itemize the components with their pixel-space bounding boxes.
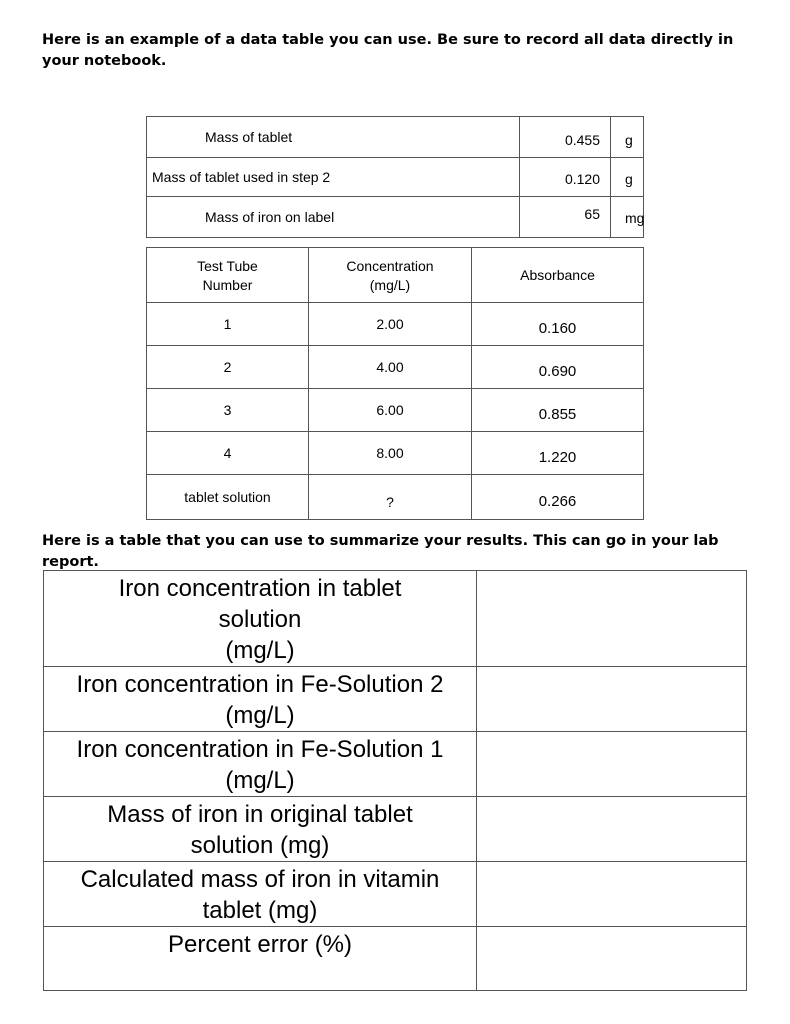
table-row: [44, 732, 747, 797]
mass-unit: mg: [611, 197, 644, 238]
table-row: [44, 571, 747, 667]
question-line: (mg/L): [225, 637, 295, 664]
intro-text: Here is an example of a data table you can use. Be sure to record all data directly in your notebook.: [42, 32, 734, 69]
answer-cell[interactable]: [477, 862, 747, 927]
summary-table: [43, 570, 747, 991]
mass-value: 0.120: [520, 158, 611, 197]
question-line: Iron concentration in Fe-Solution 1: [76, 736, 444, 763]
header-line: Test Tube: [197, 257, 258, 274]
tube-number: tablet solution: [147, 475, 309, 520]
question-line: solution: [218, 606, 302, 633]
answer-cell[interactable]: [477, 732, 747, 797]
table-row: [44, 927, 747, 991]
mass-value: 65: [520, 197, 611, 238]
table-row: [147, 475, 644, 520]
header-line: Number: [202, 276, 253, 293]
concentration-value: 8.00: [309, 432, 472, 475]
absorbance-value: 0.160: [472, 303, 644, 346]
mass-label: Mass of tablet used in step 2: [147, 158, 520, 197]
question-line: Mass of iron in original tablet: [107, 801, 413, 828]
mass-label: Mass of iron on label: [147, 197, 520, 238]
mass-value: 0.455: [520, 117, 611, 158]
summary-question: [44, 862, 477, 927]
table-row: [147, 117, 644, 158]
absorbance-value: 0.855: [472, 389, 644, 432]
table-header-row: [147, 248, 644, 303]
tube-number: 1: [147, 303, 309, 346]
summary-question: [44, 927, 477, 991]
table-row: [44, 667, 747, 732]
question-line: (mg/L): [225, 767, 295, 794]
summary-question: [44, 571, 477, 667]
answer-cell[interactable]: [477, 797, 747, 862]
tube-number: 4: [147, 432, 309, 475]
answer-cell[interactable]: [477, 927, 747, 991]
absorbance-value: 1.220: [472, 432, 644, 475]
question-line: Iron concentration in tablet: [118, 575, 402, 602]
summary-question: [44, 797, 477, 862]
concentration-value: 4.00: [309, 346, 472, 389]
table-row: [147, 346, 644, 389]
table-row: [44, 862, 747, 927]
table-row: [44, 797, 747, 862]
tube-number: 3: [147, 389, 309, 432]
mass-label: Mass of tablet: [147, 117, 520, 158]
question-line: Iron concentration in Fe-Solution 2: [76, 671, 444, 698]
question-line: Calculated mass of iron in vitamin: [80, 866, 440, 893]
header-line: (mg/L): [369, 276, 411, 293]
summary-question: [44, 667, 477, 732]
mass-unit: g: [611, 158, 644, 197]
answer-cell[interactable]: [477, 571, 747, 667]
question-line: tablet (mg): [202, 897, 318, 924]
question-line: solution (mg): [190, 832, 330, 859]
absorbance-value: 0.266: [472, 475, 644, 520]
table-row: [147, 197, 644, 238]
table-row: [147, 389, 644, 432]
table-row: [147, 432, 644, 475]
tube-number: 2: [147, 346, 309, 389]
header-absorbance: Absorbance: [472, 248, 644, 303]
mass-table: [146, 116, 644, 238]
question-line: (mg/L): [225, 702, 295, 729]
header-line: Concentration: [346, 257, 434, 274]
data-table: [146, 247, 644, 520]
concentration-value: 6.00: [309, 389, 472, 432]
table-row: [147, 303, 644, 346]
header-concentration: [309, 248, 472, 303]
answer-cell[interactable]: [477, 667, 747, 732]
summary-question: [44, 732, 477, 797]
header-test-tube: [147, 248, 309, 303]
summary-intro-text: Here is a table that you can use to summarize your results. This can go in your lab report.: [42, 533, 719, 570]
question-line: Percent error (%): [167, 931, 353, 958]
concentration-value: 2.00: [309, 303, 472, 346]
mass-unit: g: [611, 117, 644, 158]
absorbance-value: 0.690: [472, 346, 644, 389]
concentration-value: ?: [309, 475, 472, 520]
table-row: [147, 158, 644, 197]
